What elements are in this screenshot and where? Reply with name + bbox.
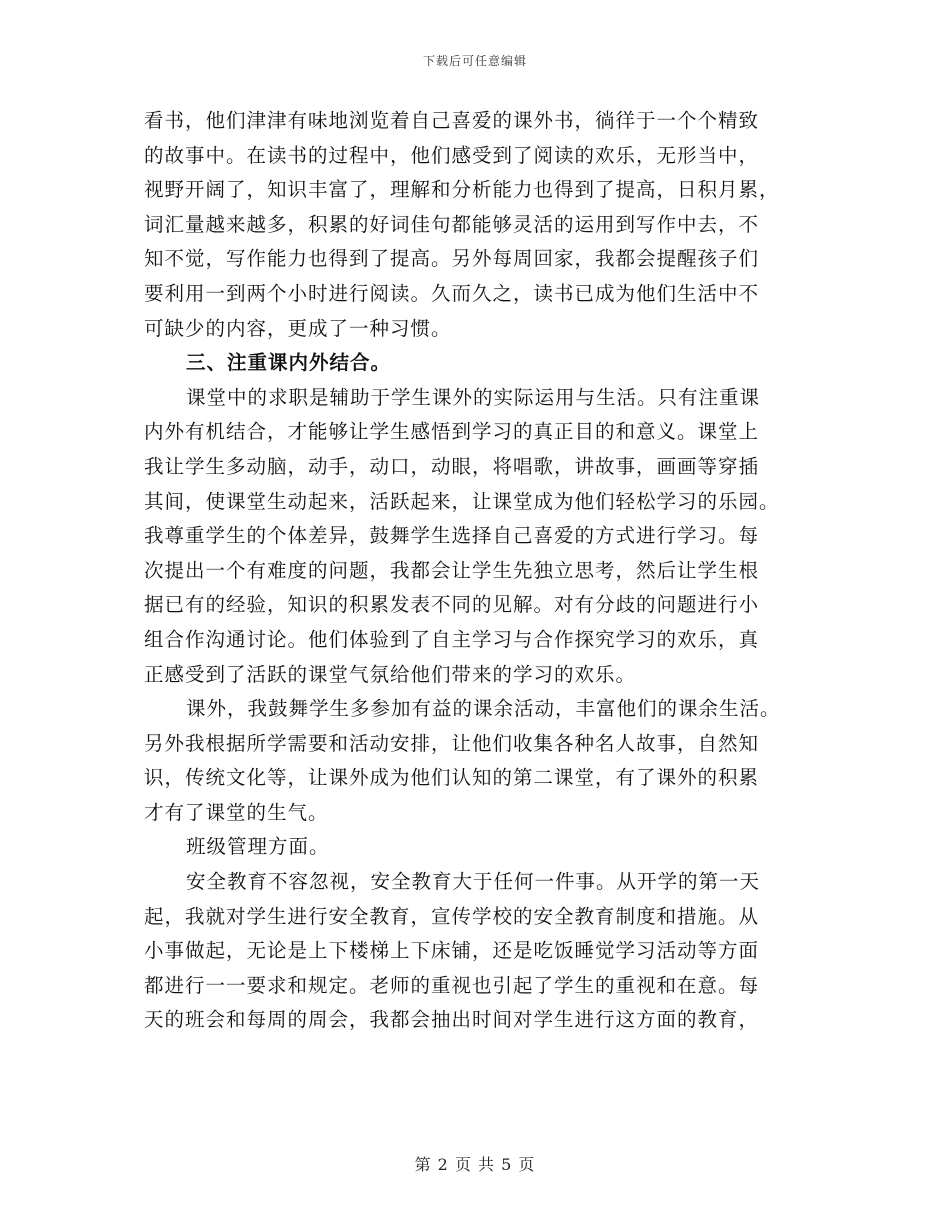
section-heading: 三、注重课内外结合。 [186,351,392,375]
text-line: 词汇量越来越多，积累的好词佳句都能够灵活的运用到写作中去，不 [144,212,760,236]
text-line: 的故事中。在读书的过程中，他们感受到了阅读的欢乐，无形当中， [144,143,760,167]
page-number: 第 2 页 共 5 页 [414,1155,536,1174]
text-line: 要利用一到两个小时进行阅读。久而久之，读书已成为他们生活中不 [144,281,760,305]
text-line: 其间，使课堂生动起来，活跃起来，让课堂成为他们轻松学习的乐园。 [144,489,780,513]
text-line: 内外有机结合，才能够让学生感悟到学习的真正目的和意义。课堂上 [144,420,760,444]
text-line: 识，传统文化等，让课外成为他们认知的第二课堂，有了课外的积累 [144,766,760,790]
text-line: 可缺少的内容，更成了一种习惯。 [144,316,452,340]
text-line: 安全教育不容忽视，安全教育大于任何一件事。从开学的第一天 [186,870,761,894]
text-line: 另外我根据所学需要和活动安排，让他们收集各种名人故事，自然知 [144,731,760,755]
text-line: 组合作沟通讨论。他们体验到了自主学习与合作探究学习的欢乐，真 [144,627,760,651]
text-line: 课外，我鼓舞学生多参加有益的课余活动，丰富他们的课余生活。 [186,697,781,721]
text-line: 我让学生多动脑，动手，动口，动眼，将唱歌，讲故事，画画等穿插 [144,454,760,478]
text-line: 起，我就对学生进行安全教育，宣传学校的安全教育制度和措施。从 [144,904,760,928]
text-line: 据已有的经验，知识的积累发表不同的见解。对有分歧的问题进行小 [144,593,760,617]
text-line: 知不觉，写作能力也得到了提高。另外每周回家，我都会提醒孩子们 [144,247,760,271]
text-line: 正感受到了活跃的课堂气氛给他们带来的学习的欢乐。 [144,662,637,686]
page-header: 下载后可任意编辑 [422,54,527,68]
text-line: 看书，他们津津有味地浏览着自己喜爱的课外书，徜徉于一个个精致 [144,109,760,132]
text-line: 天的班会和每周的周会，我都会抽出时间对学生进行这方面的教育， [144,1008,760,1032]
text-line: 我尊重学生的个体差异，鼓舞学生选择自己喜爱的方式进行学习。每 [144,524,760,548]
section-heading: 班级管理方面。 [186,835,330,859]
text-line: 都进行一一要求和规定。老师的重视也引起了学生的重视和在意。每 [144,973,760,997]
document-body [144,104,804,1038]
text-line: 小事做起，无论是上下楼梯上下床铺，还是吃饭睡觉学习活动等方面 [144,939,760,963]
text-line: 次提出一个有难度的问题，我都会让学生先独立思考，然后让学生根 [144,558,760,582]
text-line: 课堂中的求职是辅助于学生课外的实际运用与生活。只有注重课 [186,385,761,409]
text-line: 视野开阔了，知识丰富了，理解和分析能力也得到了提高，日积月累， [144,178,780,202]
text-line: 才有了课堂的生气。 [144,800,329,824]
